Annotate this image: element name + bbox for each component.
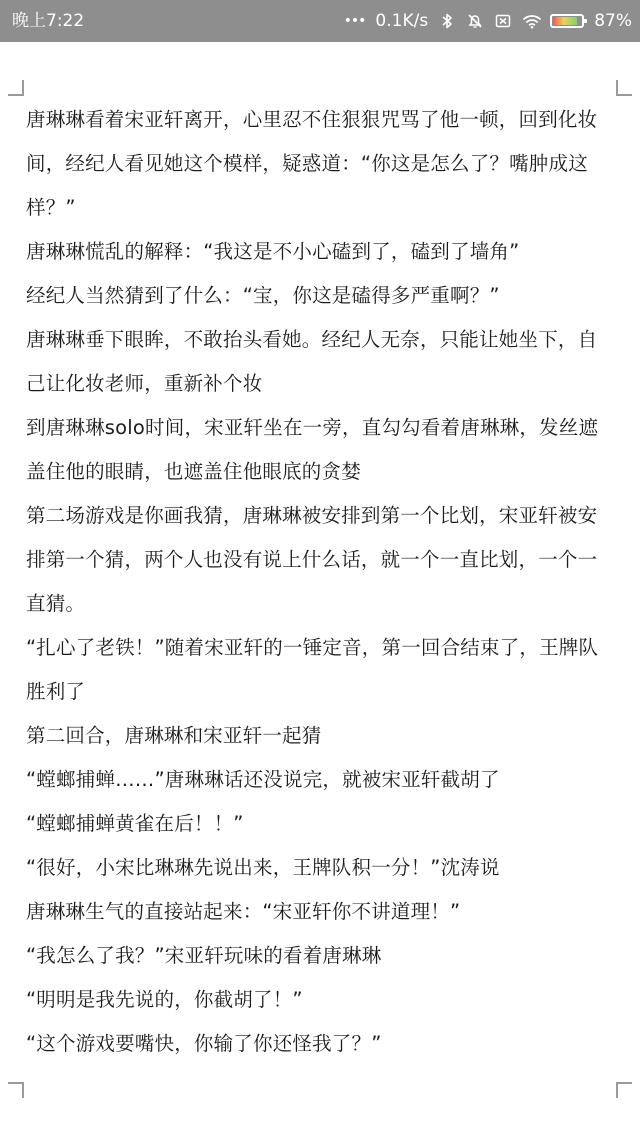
battery-tip xyxy=(584,19,587,23)
paragraph: “螳螂捕蝉黄雀在后！！” xyxy=(26,812,244,835)
paragraph: “螳螂捕蝉……”唐琳琳话还没说完，就被宋亚轩截胡了 xyxy=(26,768,500,791)
paragraph: “扎心了老铁！”随着宋亚轩的一锤定音，第一回合结束了，王牌队胜利了 xyxy=(26,636,599,703)
status-icons xyxy=(344,10,632,32)
paragraph: 唐琳琳生气的直接站起来：“宋亚轩你不讲道理！” xyxy=(26,900,461,923)
paragraph: “这个游戏要嘴快，你输了你还怪我了？” xyxy=(26,1032,382,1055)
network-speed: 0.1K/s xyxy=(375,11,429,31)
sim-off-icon xyxy=(494,12,512,30)
crop-mark-bottom-left xyxy=(8,1082,24,1098)
paragraph: 唐琳琳慌乱的解释：“我这是不小心磕到了，磕到了墙角” xyxy=(26,240,520,263)
status-bar xyxy=(0,0,640,42)
crop-mark-bottom-right xyxy=(616,1082,632,1098)
paragraph: 唐琳琳垂下眼眸，不敢抬头看她。经纪人无奈，只能让她坐下，自己让化妆老师，重新补个妆 xyxy=(26,328,598,395)
paragraph: “明明是我先说的，你截胡了！” xyxy=(26,988,303,1011)
article-body xyxy=(26,98,614,1066)
mute-icon xyxy=(466,12,484,30)
battery-percent: 87% xyxy=(594,11,632,31)
crop-mark-top-left xyxy=(8,80,24,96)
crop-mark-top-right xyxy=(616,80,632,96)
paragraph: 到唐琳琳solo时间，宋亚轩坐在一旁，直勾勾看着唐琳琳，发丝遮盖住他的眼睛，也遮盖住他眼底的贪婪 xyxy=(26,416,599,483)
paragraph: 第二场游戏是你画我猜，唐琳琳被安排到第一个比划，宋亚轩被安排第一个猜，两个人也没有说上什么话，就一个一直比划，一个一直猜。 xyxy=(26,504,598,615)
battery-level-fill xyxy=(553,17,577,25)
paragraph: 经纪人当然猜到了什么：“宝，你这是磕得多严重啊？” xyxy=(26,284,500,307)
battery-icon xyxy=(550,14,584,28)
paragraph: 第二回合，唐琳琳和宋亚轩一起猜 xyxy=(26,724,322,747)
wifi-icon xyxy=(522,12,540,30)
status-time: 晚上7:22 xyxy=(12,11,85,31)
paragraph: “我怎么了我？”宋亚轩玩味的看着唐琳琳 xyxy=(26,944,382,967)
paragraph: “很好，小宋比琳琳先说出来，王牌队积一分！”沈涛说 xyxy=(26,856,500,879)
signal-dots: ••• xyxy=(343,13,366,29)
bluetooth-icon xyxy=(438,12,456,30)
paragraph: 唐琳琳看着宋亚轩离开，心里忍不住狠狠咒骂了他一顿，回到化妆间，经纪人看见她这个模样，疑惑道：“你这是怎么了？嘴肿成这样？” xyxy=(26,108,598,219)
